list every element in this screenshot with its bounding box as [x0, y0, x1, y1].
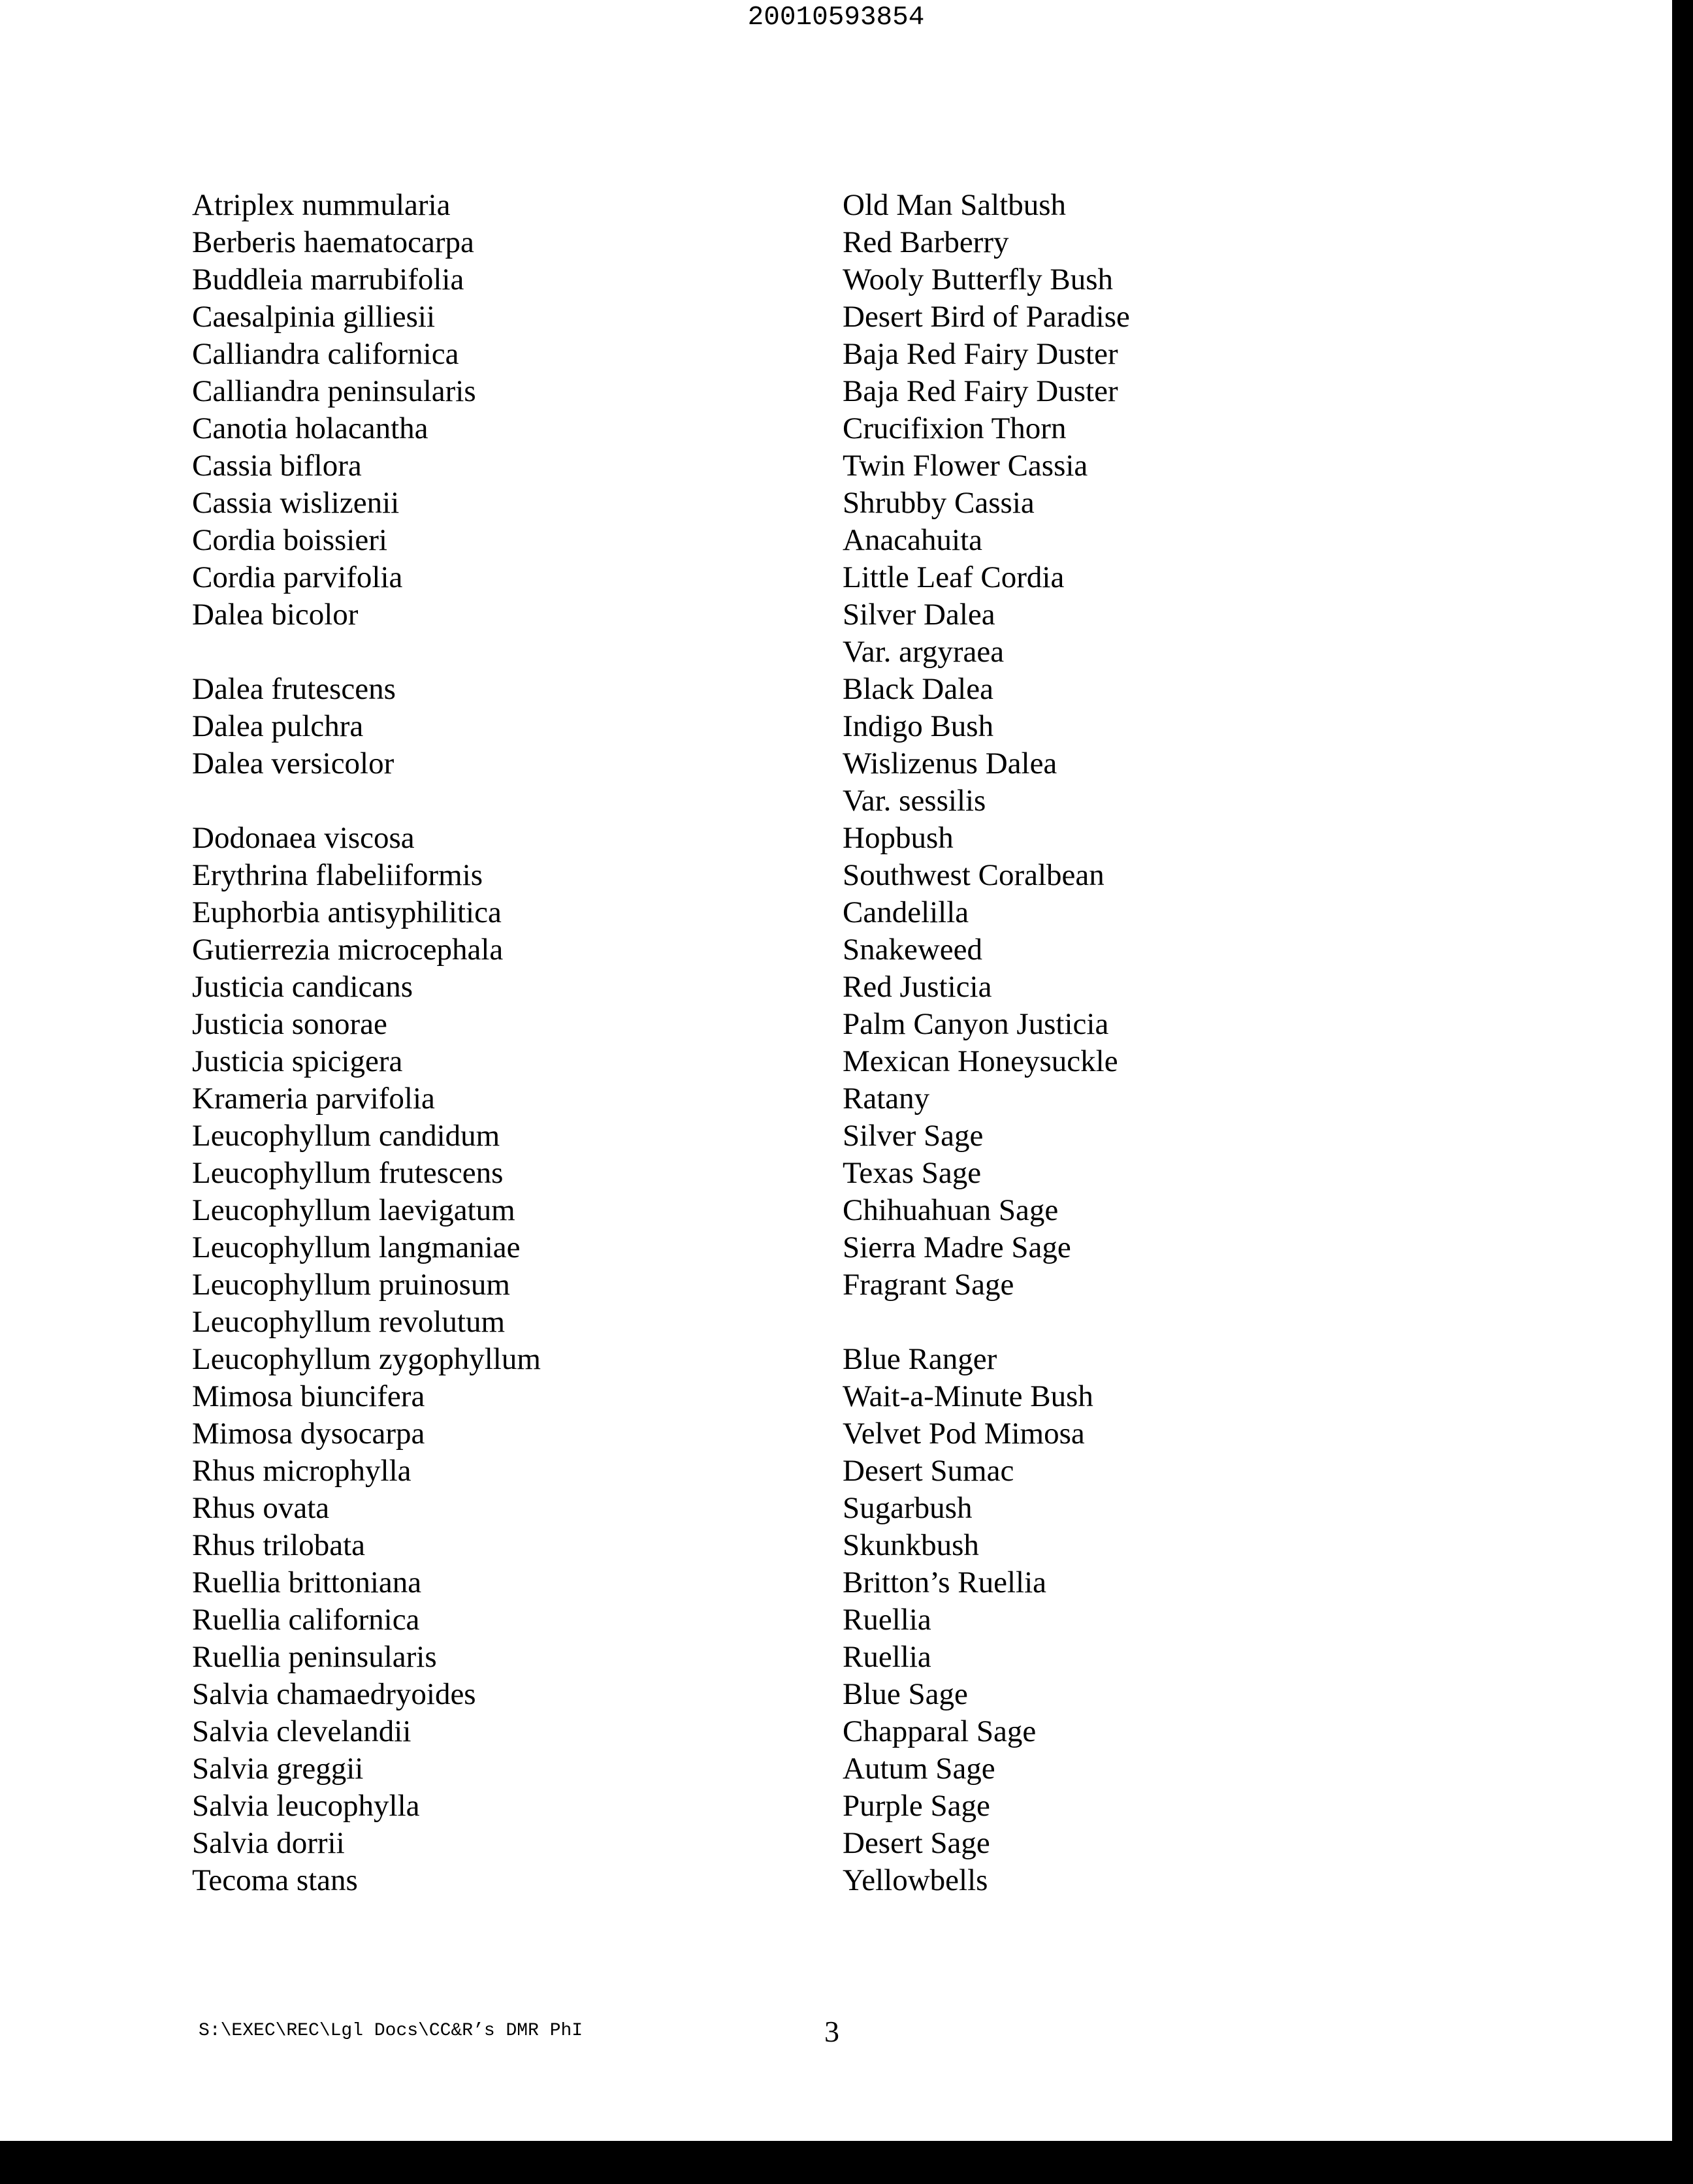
- common-name-row: Red Barberry: [843, 225, 1009, 259]
- scientific-name-row: Ruellia peninsularis: [192, 1640, 437, 1674]
- scientific-name-row: Cassia biflora: [192, 449, 362, 483]
- scientific-name-row: Leucophyllum pruinosum: [192, 1268, 510, 1302]
- scientific-name-row: Tecoma stans: [192, 1863, 358, 1897]
- common-name-row: Sugarbush: [843, 1491, 973, 1525]
- common-name-row: Baja Red Fairy Duster: [843, 337, 1118, 371]
- scientific-name-row: Cordia parvifolia: [192, 560, 403, 594]
- scientific-name-row: Leucophyllum langmaniae: [192, 1230, 521, 1264]
- common-name-row: Yellowbells: [843, 1863, 988, 1897]
- common-name-row: Mexican Honeysuckle: [843, 1044, 1118, 1078]
- scientific-name-row: [192, 634, 541, 671]
- scientific-name-row: Rhus microphylla: [192, 1454, 411, 1488]
- scientific-name-row: Justicia sonorae: [192, 1007, 387, 1041]
- common-name-row: Little Leaf Cordia: [843, 560, 1065, 594]
- common-name-row: Indigo Bush: [843, 709, 994, 743]
- common-names-column: [843, 187, 1130, 1899]
- common-name-row: Britton’s Ruellia: [843, 1566, 1047, 1599]
- scientific-name-row: Salvia leucophylla: [192, 1789, 420, 1823]
- scientific-name-row: Buddleia marrubifolia: [192, 263, 464, 297]
- common-name-row: Var. argyraea: [843, 635, 1005, 669]
- scientific-name-row: Caesalpinia gilliesii: [192, 300, 436, 334]
- scientific-name-row: Justicia candicans: [192, 970, 413, 1004]
- common-name-row: Palm Canyon Justicia: [843, 1007, 1109, 1041]
- common-name-row: Fragrant Sage: [843, 1268, 1014, 1302]
- scientific-name-row: Dodonaea viscosa: [192, 821, 415, 855]
- common-name-row: Baja Red Fairy Duster: [843, 374, 1118, 408]
- common-name-row: Snakeweed: [843, 933, 983, 967]
- common-name-row: Blue Ranger: [843, 1342, 997, 1376]
- scientific-name-row: Euphorbia antisyphilitica: [192, 895, 502, 929]
- scientific-name-row: Rhus trilobata: [192, 1528, 365, 1562]
- common-name-row: Ruellia: [843, 1640, 931, 1674]
- common-name-row: Purple Sage: [843, 1789, 990, 1823]
- scan-edge-right: [1672, 0, 1693, 2184]
- scientific-name-row: Ruellia brittoniana: [192, 1566, 422, 1599]
- scientific-name-row: Dalea frutescens: [192, 672, 396, 706]
- scientific-name-row: Dalea pulchra: [192, 709, 364, 743]
- scan-edge-bottom: [0, 2141, 1693, 2184]
- common-name-row: Old Man Saltbush: [843, 188, 1067, 222]
- scientific-name-row: Justicia spicigera: [192, 1044, 403, 1078]
- common-name-row: Red Justicia: [843, 970, 992, 1004]
- scientific-name-row: Krameria parvifolia: [192, 1082, 435, 1116]
- scientific-name-row: Leucophyllum laevigatum: [192, 1193, 515, 1227]
- common-name-row: Blue Sage: [843, 1677, 968, 1711]
- common-name-row: Candelilla: [843, 895, 969, 929]
- scientific-name-row: Salvia clevelandii: [192, 1714, 411, 1748]
- scientific-name-row: Salvia chamaedryoides: [192, 1677, 476, 1711]
- common-name-row: Shrubby Cassia: [843, 486, 1035, 520]
- common-name-row: Chihuahuan Sage: [843, 1193, 1059, 1227]
- scientific-name-row: Calliandra peninsularis: [192, 374, 476, 408]
- scientific-name-row: Rhus ovata: [192, 1491, 330, 1525]
- document-number: 20010593854: [747, 3, 925, 33]
- common-name-row: Silver Sage: [843, 1119, 984, 1153]
- common-name-row: Desert Sage: [843, 1826, 990, 1860]
- scientific-name-row: Canotia holacantha: [192, 411, 428, 445]
- scientific-name-row: Leucophyllum frutescens: [192, 1156, 504, 1190]
- common-name-row: Skunkbush: [843, 1528, 979, 1562]
- common-name-row: Southwest Coralbean: [843, 858, 1104, 892]
- scientific-name-row: Gutierrezia microcephala: [192, 933, 504, 967]
- common-name-row: Anacahuita: [843, 523, 983, 557]
- common-name-row: Autum Sage: [843, 1752, 995, 1786]
- scientific-name-row: Dalea versicolor: [192, 747, 395, 780]
- common-name-row: [843, 1304, 1130, 1341]
- scientific-name-row: Leucophyllum candidum: [192, 1119, 500, 1153]
- common-name-row: Ruellia: [843, 1603, 931, 1637]
- scientific-name-row: Leucophyllum revolutum: [192, 1305, 506, 1339]
- common-name-row: Crucifixion Thorn: [843, 411, 1067, 445]
- common-name-row: Desert Sumac: [843, 1454, 1014, 1488]
- common-name-row: Chapparal Sage: [843, 1714, 1037, 1748]
- common-name-row: Black Dalea: [843, 672, 993, 706]
- scientific-name-row: Salvia dorrii: [192, 1826, 345, 1860]
- scientific-name-row: Calliandra californica: [192, 337, 459, 371]
- scientific-name-row: Erythrina flabeliiformis: [192, 858, 483, 892]
- scientific-name-row: Berberis haematocarpa: [192, 225, 474, 259]
- scientific-name-row: Dalea bicolor: [192, 598, 359, 632]
- common-name-row: Twin Flower Cassia: [843, 449, 1088, 483]
- common-name-row: Wait-a-Minute Bush: [843, 1379, 1093, 1413]
- common-name-row: Wooly Butterfly Bush: [843, 263, 1113, 297]
- scientific-name-row: Cordia boissieri: [192, 523, 387, 557]
- scientific-name-row: [192, 782, 541, 820]
- common-name-row: Texas Sage: [843, 1156, 982, 1190]
- scientific-name-row: Mimosa biuncifera: [192, 1379, 425, 1413]
- scientific-name-row: Salvia greggii: [192, 1752, 364, 1786]
- scientific-name-row: Mimosa dysocarpa: [192, 1417, 425, 1451]
- common-name-row: Ratany: [843, 1082, 930, 1116]
- page-number: 3: [824, 2015, 839, 2048]
- scientific-name-row: Cassia wislizenii: [192, 486, 400, 520]
- common-name-row: Desert Bird of Paradise: [843, 300, 1130, 334]
- footer-file-path: S:\EXEC\REC\Lgl Docs\CC&R’s DMR PhI: [199, 2021, 583, 2041]
- scientific-name-row: Atriplex nummularia: [192, 188, 451, 222]
- common-name-row: Hopbush: [843, 821, 954, 855]
- common-name-row: Sierra Madre Sage: [843, 1230, 1071, 1264]
- common-name-row: Var. sessilis: [843, 784, 986, 818]
- common-name-row: Wislizenus Dalea: [843, 747, 1057, 780]
- common-name-row: Silver Dalea: [843, 598, 995, 632]
- scientific-name-row: Ruellia californica: [192, 1603, 420, 1637]
- scientific-names-column: [192, 187, 541, 1899]
- common-name-row: Velvet Pod Mimosa: [843, 1417, 1085, 1451]
- scientific-name-row: Leucophyllum zygophyllum: [192, 1342, 541, 1376]
